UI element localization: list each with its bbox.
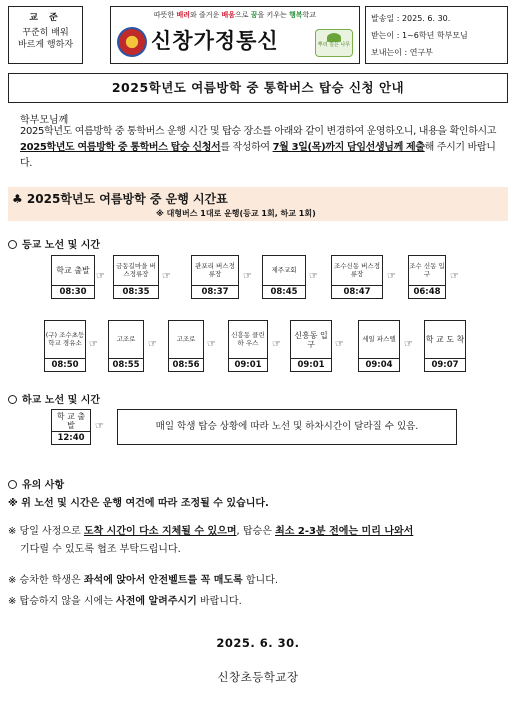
route-stop: 고조로 08:55 xyxy=(108,320,144,372)
route-stop: 고조로 08:56 xyxy=(168,320,204,372)
arrival-route-heading: 등교 노선 및 시간 xyxy=(8,236,100,251)
route-stop: 관포리 버스정류장 08:37 xyxy=(191,255,239,299)
arrow-icon: ☞ xyxy=(335,339,344,350)
notice-title: 2025학년도 여름방학 중 통학버스 탑승 신청 안내 xyxy=(8,73,508,103)
route-stop: 학 교 도 착 09:07 xyxy=(424,320,466,372)
arrow-icon: ☞ xyxy=(207,339,216,350)
newsletter-title: 신창가정통신 xyxy=(151,29,279,53)
arrow-icon: ☞ xyxy=(243,271,252,282)
notes-heading: 유의 사항 xyxy=(8,476,64,491)
school-slogan: 따뜻한 배려와 즐거운 배움으로 꿈을 키우는 행복학교 xyxy=(153,11,317,19)
issue-info-box xyxy=(365,6,508,64)
issue-date: 발송일 : 2025. 6. 30. xyxy=(371,14,451,23)
greeting: 학부모님께 xyxy=(20,115,69,126)
schedule-banner xyxy=(8,187,508,221)
masthead xyxy=(110,6,360,64)
tree-badge-icon: 뿌리 깊은 나무 xyxy=(315,29,353,57)
recipients: 받는이 : 1~6학년 학부모님 xyxy=(371,31,468,40)
route-stop: 조수 신동 입구 06:48 xyxy=(408,255,446,299)
route-stop: 제주교회 08:45 xyxy=(262,255,306,299)
arrow-icon: ☞ xyxy=(272,339,281,350)
route-stop: 학교 출발 08:30 xyxy=(51,255,95,299)
departure-note: 매일 학생 탑승 상황에 따라 노선 및 하차시간이 달라질 수 있음. xyxy=(117,409,457,445)
intro-paragraph: 2025학년도 여름방학 중 통학버스 운행 시간 및 탑승 장소를 아래와 같이 변경하여 운영하오니, 내용을 확인하시고 2025학년도 여름방학 중 통학버스 탑승 신청서를 작성하여 7월 3일(목)까지 담임선생님께 제출해 주시기 바랍니다. xyxy=(20,126,497,169)
notice-date: 2025. 6. 30. xyxy=(216,636,300,650)
note-2: ※ 당일 사정으로 도착 시간이 다소 지체될 수 있으며, 탑승은 최소 2-3분 전에는 미리 나와서 xyxy=(8,526,414,537)
school-motto-box xyxy=(8,6,83,64)
arrow-icon: ☞ xyxy=(89,339,98,350)
circle-arrow-icon xyxy=(8,395,17,404)
circle-arrow-icon xyxy=(8,240,17,249)
arrow-icon: ☞ xyxy=(162,271,171,282)
route-stop: 신흥동 클린하 우스 09:01 xyxy=(228,320,268,372)
arrow-icon: ☞ xyxy=(148,339,157,350)
arrow-icon: ☞ xyxy=(309,271,318,282)
motto-heading: 교 준 xyxy=(29,13,62,23)
route-stop: 신흥동 입구 09:01 xyxy=(290,320,332,372)
principal-signature: 신창초등학교장 xyxy=(217,670,299,684)
arrow-icon: ☞ xyxy=(387,271,396,282)
note-2-continued: 기다릴 수 있도록 협조 부탁드립니다. xyxy=(20,544,181,555)
route-stop: 금동길마을 버스정류장 08:35 xyxy=(113,255,159,299)
route-stop: 세일 파스텔 09:04 xyxy=(358,320,400,372)
note-1: ※ 위 노선 및 시간은 운행 여건에 따라 조정될 수 있습니다. xyxy=(8,498,269,509)
note-3: ※ 승차한 학생은 좌석에 앉아서 안전벨트를 꼭 매도록 합니다. xyxy=(8,575,279,586)
arrow-icon: ☞ xyxy=(450,271,459,282)
departure-route-heading: 하교 노선 및 시간 xyxy=(8,391,100,406)
sender: 보내는이 : 연구부 xyxy=(371,48,433,57)
newsletter-header xyxy=(8,6,508,64)
schedule-heading: ♣ 2025학년도 여름방학 중 운행 시간표 xyxy=(12,192,228,206)
arrow-icon: ☞ xyxy=(404,339,413,350)
circle-arrow-icon xyxy=(8,480,17,489)
note-4: ※ 탑승하지 않을 시에는 사전에 알려주시기 바랍니다. xyxy=(8,596,242,607)
route-stop: 학 교 출 발 12:40 xyxy=(51,409,91,445)
school-emblem-icon xyxy=(117,27,147,57)
route-stop: 조수신동 버스정류장 08:47 xyxy=(331,255,383,299)
schedule-note: ※ 대형버스 1대로 운행(등교 1회, 하교 1회) xyxy=(156,209,316,218)
route-stop: (구) 조수초등 학교 경유소 08:50 xyxy=(44,320,86,372)
motto-line-1: 꾸준히 배워 xyxy=(22,28,69,38)
motto-line-2: 바르게 행하자 xyxy=(17,40,74,50)
arrow-icon: ☞ xyxy=(96,271,105,282)
arrow-icon: ☞ xyxy=(95,421,104,432)
